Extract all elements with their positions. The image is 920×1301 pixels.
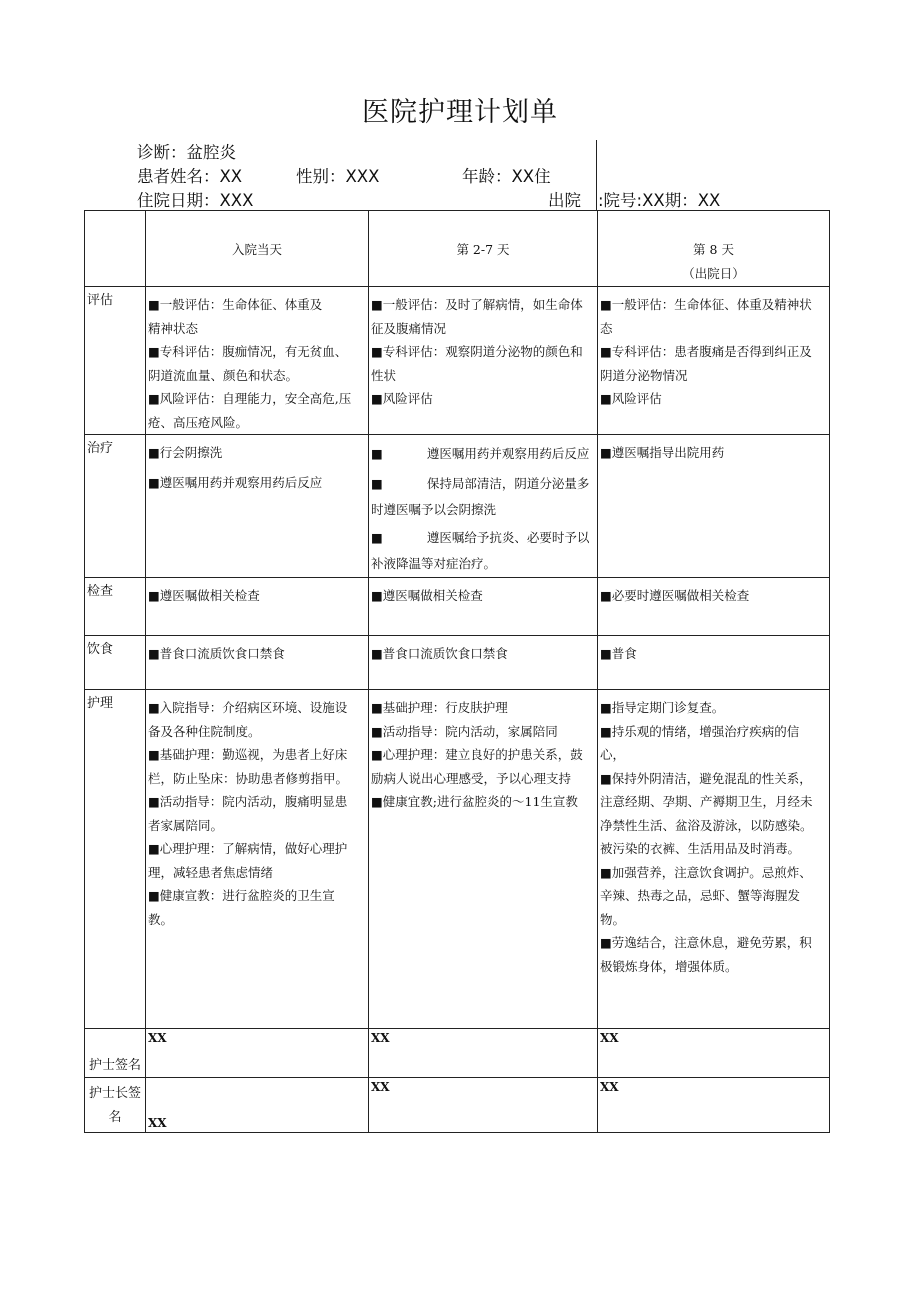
list-item: ■健康宣教：进行盆腔炎的卫生宣 bbox=[148, 888, 335, 903]
diagnosis: 诊断：盆腔炎 bbox=[137, 143, 236, 162]
table-row-head-nurse-signature bbox=[85, 1078, 830, 1133]
list-item: 教。 bbox=[148, 911, 174, 927]
list-item: ■风险评估 bbox=[600, 391, 662, 406]
list-item: 栏，防止坠床：协助患者修剪指甲。 bbox=[148, 770, 349, 786]
diet-day8: ■普食 bbox=[598, 636, 830, 690]
list-item: ■一般评估：生命体征、体重及精神状 bbox=[600, 297, 812, 312]
bullet: ■ bbox=[371, 476, 383, 491]
assessment-day8 bbox=[598, 287, 830, 435]
row-label-nurse-signature: 护士签名 bbox=[85, 1029, 146, 1078]
list-item: ■健康宜教;进行盆腔炎的〜11生宣教 bbox=[371, 794, 578, 809]
list-item: 被污染的衣裤、生活用品及时消毒。 bbox=[600, 841, 801, 856]
age: 年龄：XX住 bbox=[462, 167, 551, 186]
exam-day2-7: ■遵医嘱做相关检查 bbox=[369, 578, 598, 636]
list-item: 净禁性生活、盆浴及游泳，以防感染。 bbox=[600, 817, 813, 833]
row-label-assessment: 评估 bbox=[85, 287, 146, 435]
list-item: 精神状态 bbox=[148, 320, 199, 336]
list-item: 疮、高压疮风险。 bbox=[148, 414, 249, 430]
list-item: ■一般评估：生命体征、体重及 bbox=[148, 297, 323, 312]
list-item: ■指导定期门诊复查。 bbox=[600, 700, 725, 715]
bullet: ■ bbox=[371, 446, 383, 461]
list-item: ■一般评估：及时了解病情，如生命体 bbox=[371, 297, 583, 312]
column-day8-label: 第 8 天 bbox=[693, 242, 734, 257]
diet-day1: ■普食口流质饮食口禁食 bbox=[146, 636, 369, 690]
list-item: ■加强营养，注意饮食调护。忌煎炸、 bbox=[600, 864, 812, 880]
list-item: 补液降温等对症治疗。 bbox=[371, 556, 497, 571]
column-header-day8 bbox=[598, 211, 830, 287]
table-row-exam bbox=[85, 578, 830, 636]
column-day2-7-label: 第 2-7 天 bbox=[456, 242, 510, 257]
gender: 性别：XXX bbox=[296, 167, 380, 186]
head-nurse-signature-day1: XX bbox=[146, 1078, 369, 1133]
list-item: ■活动指导：院内活动，腹痛明显患 bbox=[148, 794, 348, 809]
list-item: ■劳逸结合，注意休息，避免劳累，积 bbox=[600, 935, 812, 950]
list-item: ■入院指导：介绍病区环境、设施设 bbox=[148, 700, 348, 715]
list-item: 物。 bbox=[600, 911, 626, 927]
list-item: 极锻炼身体，增强体质。 bbox=[600, 958, 738, 974]
list-item: 征及腹痛情况 bbox=[371, 320, 447, 336]
list-item: ■活动指导：院内活动，家属陪同 bbox=[371, 723, 558, 739]
list-item: 保持局部清洁，阴道分泌量多 bbox=[426, 476, 590, 491]
list-item: ■心理护理：了解病情，做好心理护 bbox=[148, 841, 348, 856]
row-label-treatment: 治疗 bbox=[85, 435, 146, 578]
nursing-day2-7 bbox=[369, 690, 598, 1029]
nurse-signature-day2-7: XX bbox=[369, 1029, 598, 1078]
list-item: 遵医嘱用药并观察用药后反应 bbox=[426, 446, 590, 461]
assessment-day2-7 bbox=[369, 287, 598, 435]
header-divider bbox=[596, 140, 597, 210]
list-item: ■风险评估：自理能力，安全高危,压 bbox=[148, 391, 352, 406]
exam-day8: ■必要时遵医嘱做相关检查 bbox=[598, 578, 830, 636]
list-item: 者家属陪同。 bbox=[148, 817, 224, 833]
admission-date: 住院日期：XXX bbox=[137, 191, 254, 210]
list-item: ■专科评估：腹痂情况，有无贫血、 bbox=[148, 344, 348, 359]
hospital-number: :院号:XX期：XX bbox=[598, 191, 721, 210]
nurse-signature-day1: XX bbox=[146, 1029, 369, 1078]
table-row-treatment bbox=[85, 435, 830, 578]
list-item: ■专科评估：患者腹痛是否得到纠正及 bbox=[600, 344, 812, 359]
table-row-assessment bbox=[85, 287, 830, 435]
head-nurse-label-line2: 名 bbox=[108, 1110, 122, 1125]
list-item: 阴道分泌物情况 bbox=[600, 367, 688, 383]
list-item: ■持乐观的情绪，增强治疗疾病的信 bbox=[600, 723, 800, 739]
row-label-nursing: 护理 bbox=[85, 690, 146, 1029]
treatment-day8 bbox=[598, 435, 830, 578]
list-item: 理，减轻患者焦虑情绪 bbox=[148, 864, 274, 880]
column-header-day1 bbox=[146, 211, 369, 287]
list-item: ■风险评估 bbox=[371, 391, 433, 406]
list-item: 注意经期、孕期、产褥期卫生，月经未 bbox=[600, 794, 813, 809]
table-row-diet bbox=[85, 636, 830, 690]
table-row-nursing bbox=[85, 690, 830, 1029]
nursing-plan-table bbox=[84, 210, 830, 1133]
list-item: ■遵医嘱用药并观察用药后反应 bbox=[148, 474, 323, 490]
row-label-diet: 饮食 bbox=[85, 636, 146, 690]
assessment-day1 bbox=[146, 287, 369, 435]
row-label-exam: 检查 bbox=[85, 578, 146, 636]
head-nurse-label-line1: 护士长签 bbox=[88, 1086, 141, 1101]
list-item: ■保持外阴清洁，避免混乱的性关系， bbox=[600, 770, 812, 786]
list-item: ■心理护理：建立良好的护患关系，鼓 bbox=[371, 747, 583, 762]
nursing-day1 bbox=[146, 690, 369, 1029]
list-item: 励病人说出心理感受，予以心理支持 bbox=[371, 770, 572, 786]
column-day1-label: 入院当天 bbox=[231, 242, 282, 257]
list-item: 心， bbox=[600, 747, 626, 762]
diet-day2-7: ■普食口流质饮食口禁食 bbox=[369, 636, 598, 690]
list-item: ■基础护理：勤巡视，为患者上好床 bbox=[148, 747, 348, 762]
list-item: ■行会阴擦洗 bbox=[148, 445, 223, 460]
list-item: 性状 bbox=[371, 367, 397, 383]
corner-cell bbox=[85, 211, 146, 287]
list-item: 备及各种住院制度。 bbox=[148, 723, 261, 739]
list-item: 阴道流血量、颜色和状态。 bbox=[148, 367, 299, 383]
row-label-head-nurse-signature bbox=[85, 1078, 146, 1133]
list-item: 态 bbox=[600, 320, 613, 336]
list-item: 时遵医嘱予以会阴擦洗 bbox=[371, 502, 497, 517]
column-discharge-day-label: （出院日） bbox=[682, 266, 745, 281]
list-item: ■遵医嘱指导出院用药 bbox=[600, 445, 725, 460]
patient-name: 患者姓名：XX bbox=[137, 167, 243, 186]
column-header-day2-7 bbox=[369, 211, 598, 287]
page-title: 医院护理计划单 bbox=[362, 97, 558, 128]
list-item: ■专科评估：观察阴道分泌物的颜色和 bbox=[371, 344, 583, 359]
head-nurse-signature-day2-7: XX bbox=[369, 1078, 598, 1133]
list-item: 遵医嘱给予抗炎、必要时予以 bbox=[426, 530, 590, 545]
list-item: 辛辣、热毒之品，忌虾、蟹等海腥发 bbox=[600, 888, 801, 903]
nurse-signature-day8: XX bbox=[598, 1029, 830, 1078]
head-nurse-signature-day8: XX bbox=[598, 1078, 830, 1133]
treatment-day1 bbox=[146, 435, 369, 578]
bullet: ■ bbox=[371, 530, 383, 545]
discharge-label: 出院 bbox=[548, 191, 581, 210]
nursing-day8 bbox=[598, 690, 830, 1029]
treatment-day2-7 bbox=[369, 435, 598, 578]
table-row-nurse-signature bbox=[85, 1029, 830, 1078]
column-header-row bbox=[85, 211, 830, 287]
list-item: ■基础护理：行皮肤护理 bbox=[371, 700, 508, 715]
exam-day1: ■遵医嘱做相关检查 bbox=[146, 578, 369, 636]
